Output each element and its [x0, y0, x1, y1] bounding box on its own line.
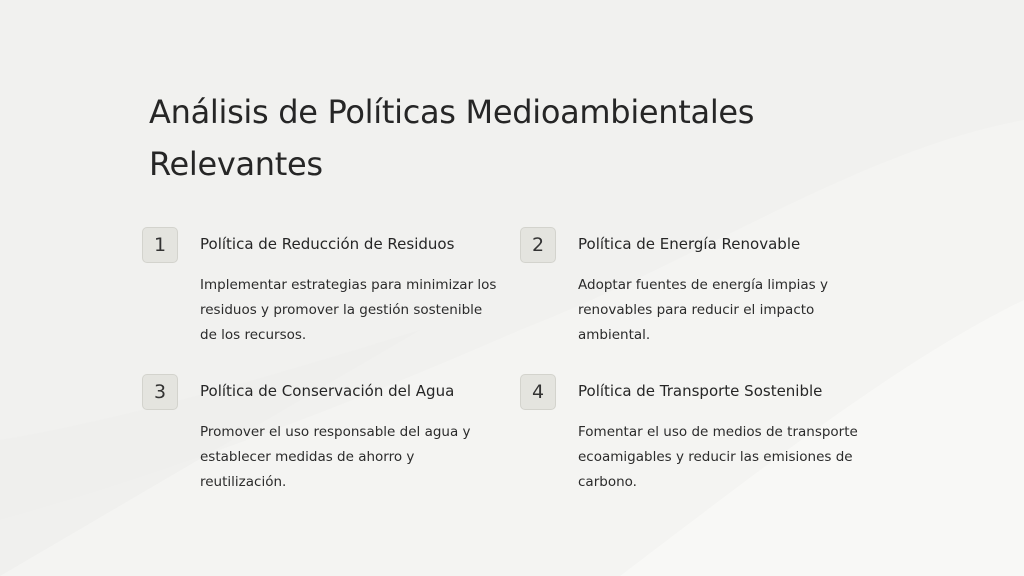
policy-title: Política de Energía Renovable [578, 235, 801, 253]
policy-number-badge: 4 [520, 374, 556, 410]
policy-number-badge: 3 [142, 374, 178, 410]
slide-title: Análisis de Políticas Medioambientales Relevantes [149, 93, 755, 183]
policy-description: Implementar estrategias para minimizar los residuos y promover la gestión sostenible de los recursos. [200, 277, 497, 343]
policy-description: Fomentar el uso de medios de transporte ecoamigables y reducir las emisiones de carbono. [578, 424, 858, 490]
policy-description: Adoptar fuentes de energía limpias y renovables para reducir el impacto ambiental. [578, 277, 828, 343]
policy-number-badge: 1 [142, 227, 178, 263]
policy-number-badge: 2 [520, 227, 556, 263]
policy-title: Política de Reducción de Residuos [200, 235, 455, 253]
policy-description: Promover el uso responsable del agua y establecer medidas de ahorro y reutilización. [200, 424, 471, 490]
policy-title: Política de Conservación del Agua [200, 382, 455, 400]
policy-title: Política de Transporte Sostenible [578, 382, 823, 400]
